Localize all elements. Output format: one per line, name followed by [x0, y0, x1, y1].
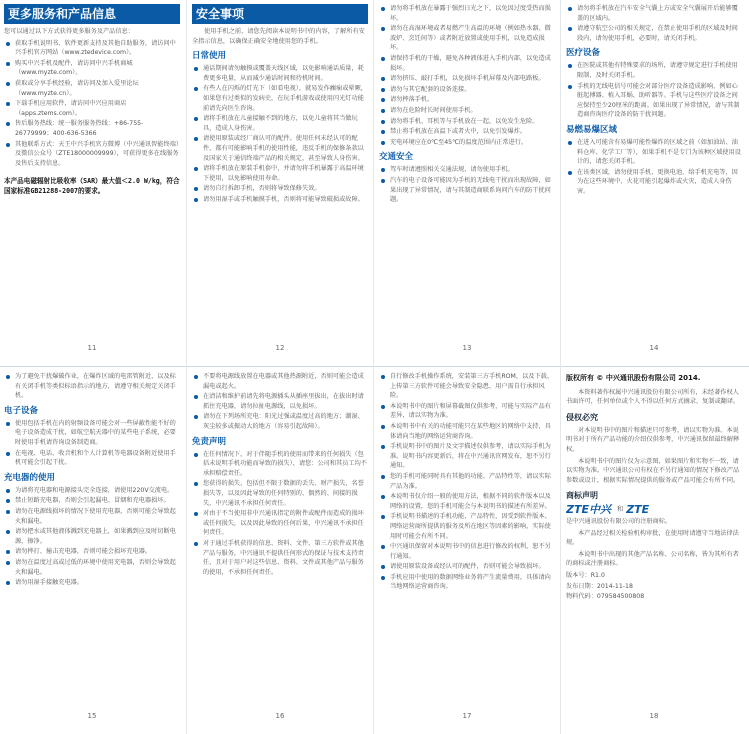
- list-item: 本说明书仅介绍一般的使用方法，根据不同的软件版本以及网络的设置，您的手机可能会与本说明书的描述有所差异。: [379, 492, 555, 511]
- list-item: 使用包括手机在内的射频设备可能会对一些屏蔽性能不好的电子设备造成干扰，如航空航天器中的某些电子系统，必要时使用手机请咨询设备制造商。: [4, 419, 180, 448]
- page-18: [566, 372, 742, 728]
- list-item: 请勿自行拆卸手机，否则将导致保修失效。: [192, 184, 368, 194]
- electronics-list: [4, 419, 180, 468]
- zte-logo-secondary: ZTE: [626, 503, 650, 517]
- material-code: 物料代码：079584500808: [566, 593, 645, 601]
- page-12: [192, 4, 368, 360]
- list-item: 手机应用中使用的数据网络业务将产生流量费用，具体请向当地网络运营商咨询。: [379, 573, 555, 592]
- list-item: 充电环境应在0℃至45℃的温度范围内正常进行。: [379, 138, 555, 148]
- list-item: 请勿在下列场所充电：阳光过强或温度过高的地方；潮湿、灰尘较多或振动大的地方（容易引起故障）。: [192, 412, 368, 431]
- list-item: 在该类区域，请勿使用手机、更换电池、给手机充电等，因为在这些环境中，火花可能引起爆炸或火灾，造成人身伤害。: [566, 168, 742, 197]
- list-item: 其他联系方式：天王中兴手机官方微博（中兴通讯智能终端）及微信公众号（ZTE18000009999），可获得更多在线服务及售后支持信息。: [4, 140, 180, 169]
- list-item: 本说明书中的图片和屏幕截图仅供参考，可能与实际产品有差异，请以实物为准。: [379, 402, 555, 421]
- list-item: 请勿将手机、耳机等与手机放在一起，以免发生危险。: [379, 117, 555, 127]
- page-number: 17: [462, 712, 472, 721]
- conjunction: 和: [617, 506, 624, 514]
- section-heading: 交通安全: [379, 152, 414, 163]
- list-item: 在清洁和维护前请先将电源插头从插座里拔出，在拔出时请抓住充电器，请勿拉扯电源线，以免损坏。: [192, 392, 368, 411]
- page-number: 13: [462, 344, 472, 353]
- list-item: 您获得的损失，包括但不限于数据的丢失、财产损失、名誉损失等，以及因此导致的任何特别的、偶然的、间接的损失，中兴通讯不承担任何责任。: [192, 479, 368, 508]
- page-number: 14: [649, 344, 659, 353]
- section-heading: 商标声明: [566, 491, 598, 501]
- copyright-line: 版权所有 © 中兴通讯股份有限公司 2014.: [566, 374, 701, 382]
- page-11: [4, 4, 180, 360]
- list-item: 对于通过手机获得的信息、资料、文件、第三方软件或其他产品与服务，中兴通讯不提供任何形式的保证与技术支持责任，且对于用户对这些信息、资料、文件或其他产品与服务的使用，不承担任何责任。: [192, 539, 368, 577]
- list-item: 售后服务热线：统一服务服务热线：+86-755-26779999；400-636-5366: [4, 119, 180, 138]
- list-item: 请使用原装设备或经认可的配件，否则可能会导致损坏。: [379, 562, 555, 572]
- list-item: 请勿摔打、撞击充电器，否则可能会损坏充电器。: [4, 547, 180, 557]
- zte-logo: ZTE中兴: [566, 503, 611, 517]
- list-item: 有些人在闪烁的灯光下（如看电视），就易发作癫痫或晕厥，如果您有过类似的发病史，在玩手机游戏或使用闪光灯功能前请先向医生咨询。: [192, 84, 368, 113]
- section-heading: 日常使用: [192, 51, 227, 62]
- list-item: 不要将电源线放置在电器或其他热源附近，否则可能会造成漏电或起火。: [192, 372, 368, 391]
- list-item: 您的手机可能同时具有其他的功能、产品特性等，请以实际产品为准。: [379, 472, 555, 491]
- safety-list: [379, 4, 555, 147]
- list-item: 请将手机放在原装手机套中，并请勿将手机暴露于高温环境下使用，以免影响使用寿命。: [192, 164, 368, 183]
- list-item: 请勿在电源线损坏的情况下使用充电器，否则可能会导致起火和漏电。: [4, 507, 180, 526]
- list-item: 请勿摔落手机。: [379, 95, 555, 105]
- trademark-text: 是中兴通讯股份有限公司的注册商标。: [566, 517, 672, 525]
- column-divider: [560, 0, 561, 734]
- list-item: 为了避免干扰爆破作业，在爆炸区域的电雷管附近、以及标有关闭手机等类似标语指示的地方，请遵守相关规定关闭手机。: [4, 372, 180, 401]
- list-item: 通话期间请勿触摸或覆盖天线区域，以免影响通话质量，耗费更多电量，从而减少通话时间和待机时间。: [192, 64, 368, 83]
- traffic-list: [379, 165, 555, 204]
- list-item: 请勿与其它配套的设备连接。: [379, 85, 555, 95]
- body-text: 本产品经过相关检验机构审批，在使用时请遵守当地法律法规。: [566, 529, 739, 547]
- safety-list: [4, 372, 180, 401]
- list-item: 在医院或其他有特殊要求的场所，请遵守规定进行手机使用限制，及时关闭手机。: [566, 61, 742, 80]
- section-heading: 电子设备: [4, 405, 39, 416]
- medical-list: [566, 61, 742, 120]
- list-item: 本说明书中有关的功能可能只在某些地区的网络中支持，具体请向当地的网络运营商咨询。: [379, 422, 555, 441]
- section-heading: 侵权必究: [566, 412, 598, 422]
- list-item: 请勿将手机放在汽车安全气囊上方或安全气囊展开后能够覆盖的区域内。: [566, 4, 742, 23]
- column-divider: [373, 0, 374, 734]
- row-divider: [0, 366, 749, 367]
- page-number: 18: [649, 712, 659, 721]
- intro-text: 使用手机之前，请您先阅读本说明书中的内容，了解所有安全指示信息，以确保正确安全地使用您的手机。: [192, 28, 365, 45]
- list-item: 手机的无线电信号可能会对部分医疗设备造成影响，例如心脏起搏器、植入耳蜗、助听器等。手机与这些医疗设备之间应保持至少20厘米的距离。如果出现了异常情况，请与其制造商咨询医疗设备的防干扰问题。: [566, 82, 742, 120]
- list-item: 请勿把水或其他液体溅到充电器上，如果溅到应及时切断电源，擦净。: [4, 527, 180, 546]
- page-title: 更多服务和产品信息: [4, 4, 180, 24]
- safety-list: [566, 4, 742, 43]
- list-item: 自行修改手机操作系统，安装第三方手机ROM，以及下载、上传第三方软件可能会导致安全隐患，用户需自行承担风险。: [379, 372, 555, 401]
- sar-statement: 本产品电磁辐射比吸收率（SAR）最大值＜2.0 W/kg，符合国家标准GB21288-2007的要求。: [4, 177, 180, 196]
- page-number: 12: [275, 344, 285, 353]
- list-item: 请遵守航空公司的相关规定，在禁止使用手机的区域及时间段内，请勿使用手机，必要时，请关闭手机。: [566, 24, 742, 43]
- list-item: 购买中兴手机及配件，请访问中兴手机商城（www.myzte.com）。: [4, 59, 180, 78]
- safety-list: [192, 64, 368, 204]
- copyright-text: 本资料著作权属中兴通讯股份有限公司所有，未经著作权人书面许可，任何单位或个人不得以任何方式摘录、复制或翻译。: [566, 388, 740, 406]
- version-info: 版本号：R1.0: [566, 571, 605, 579]
- list-item: 在任何情况下，对于伴随手机的使用而带来的任何损失（包括未说明手机功能而导致的损失），请您：公司和其员工均不承担赔偿责任。: [192, 450, 368, 479]
- page-title: 安全事项: [192, 4, 368, 24]
- section-heading: 充电器的使用: [4, 472, 56, 483]
- column-divider: [186, 0, 187, 734]
- list-item: 请勿用湿手或手机触摸手机，否则将可能导致破损或故障。: [192, 195, 368, 205]
- list-item: 在进入可能含有易爆可能性爆炸的区域之前（如加油站、油料仓库、化学工厂等），如果手机不是专门为该种区域使用设计的，请您关闭手机。: [566, 138, 742, 167]
- list-item: 在电视、电话、收音机和个人计算机等电器设备附近使用手机可能会引起干扰。: [4, 449, 180, 468]
- list-item: 获取手机说明书、软件更新支持及其他自助服务，请访问中兴手机官方网站（www.ztedevice.com）。: [4, 39, 180, 58]
- list-item: 请使用原装或经厂商认可的配件。使用任何未经认可的配件，都有可能影响手机的使用性能，违反手机的保修条款以及国家关于通信终端产品的相关规定，甚至导致人身伤害。: [192, 134, 368, 163]
- page-16: [192, 372, 368, 728]
- page-number: 15: [87, 712, 97, 721]
- charger-list: [4, 486, 180, 588]
- explosive-list: [566, 138, 742, 197]
- list-item: 中兴通讯保留对本说明书中的信息进行修改的权利，恕不另行通知。: [379, 542, 555, 561]
- section-heading: 医疗设备: [566, 48, 601, 59]
- body-text: 本说明书中出现的其他产品名称、公司名称，皆为其所有者的商标或注册商标。: [566, 550, 739, 568]
- section-heading: 免责声明: [192, 436, 227, 447]
- disclaimer-list: [379, 372, 555, 592]
- list-item: 请勿在高湿环境或者易燃产生高温的环境（例如热水器、微波炉、烹饪间等）或者附近放置或使用手机，以免造成损坏。: [379, 24, 555, 53]
- list-item: 请将手机放在儿童接触不到的地方，以免儿童将其当做玩具，造成人身伤害。: [192, 114, 368, 133]
- service-list: [4, 39, 180, 169]
- body-text: 对本说明书中的图片和描述只可参考，请以实物为准。本说明书对于所有产品功能的介绍仅供参考，中兴通讯保留最终解释权。: [566, 426, 740, 453]
- list-item: 请勿用湿手接触充电器。: [4, 578, 180, 588]
- page-17: [379, 372, 555, 728]
- page-14: [566, 4, 742, 360]
- list-item: 汽车的电子设备可能因为手机的无线电干扰而出现故障，如果出现了异常情况，请与其制造商联系询问汽车的防干扰问题。: [379, 176, 555, 205]
- page-15: [4, 372, 180, 728]
- charger-list: [192, 372, 368, 432]
- release-date: 发布日期：2014-11-18: [566, 582, 633, 590]
- page-13: [379, 4, 555, 360]
- list-item: 手机说明书中的图片及文字描述仅供参考，请以实际手机为准。说明书内容更新后，将在中兴通讯官网发布，恕不另行通知。: [379, 442, 555, 471]
- list-item: 请保持手机的干燥，避免各种液体进入手机内部，以免造成损坏。: [379, 54, 555, 73]
- section-heading: 易燃易爆区域: [566, 124, 618, 135]
- page-number: 11: [87, 344, 97, 353]
- list-item: 请勿挤压、敲打手机，以免损坏手机屏幕及内部电路板。: [379, 74, 555, 84]
- list-item: 请勿将手机放在暴露于强烈日光之下，以免因过度受热而损坏。: [379, 4, 555, 23]
- intro-text: 您可以通过以下方式获得更多服务及产品信息：: [4, 28, 134, 35]
- list-item: 驾车时请遵照相关交通法规，请勿使用手机。: [379, 165, 555, 175]
- list-item: 下载手机应用软件，请访问中兴应用商店（apps.ztems.com）。: [4, 99, 180, 118]
- list-item: 对由于不当使用非中兴通讯指定的附件或配件而造成的损坏或任何损失，以及因此导致的任何后果，中兴通讯不承担任何责任。: [192, 509, 368, 538]
- list-item: 禁止将手机放在高温下或者火中，以免引发爆炸。: [379, 127, 555, 137]
- body-text: 本说明书中的图片仅为示意图，如果图片和实物不一致，请以实物为准。中兴通讯公司有权在不另行通知的情况下修改产品参数或设计，根据实际情况提供的服务或产品可能会有所不同。: [566, 457, 740, 484]
- list-item: 获取或分享手机经验，请访问及加入爱里论坛（www.myzte.cn）。: [4, 79, 180, 98]
- disclaimer-list: [192, 450, 368, 578]
- trademark-row: [566, 505, 742, 515]
- list-item: 请勿在危险时长时间使用手机。: [379, 106, 555, 116]
- list-item: 为请将充电器和电源接头完全连接，请使用220V交流电。: [4, 486, 180, 496]
- list-item: 手机说明书描述的手机功能，产品特性，因受到软件版本、网络运营商所提供的服务及所在地区等因素的影响，实际使用时可能会有所不同。: [379, 512, 555, 541]
- list-item: 请勿在温度过高或过低的环境中使用充电器，否则会导致起火和漏电。: [4, 558, 180, 577]
- list-item: 禁止短路充电器，否则会引起漏电、冒烟和充电器损坏。: [4, 496, 180, 506]
- page-number: 16: [275, 712, 285, 721]
